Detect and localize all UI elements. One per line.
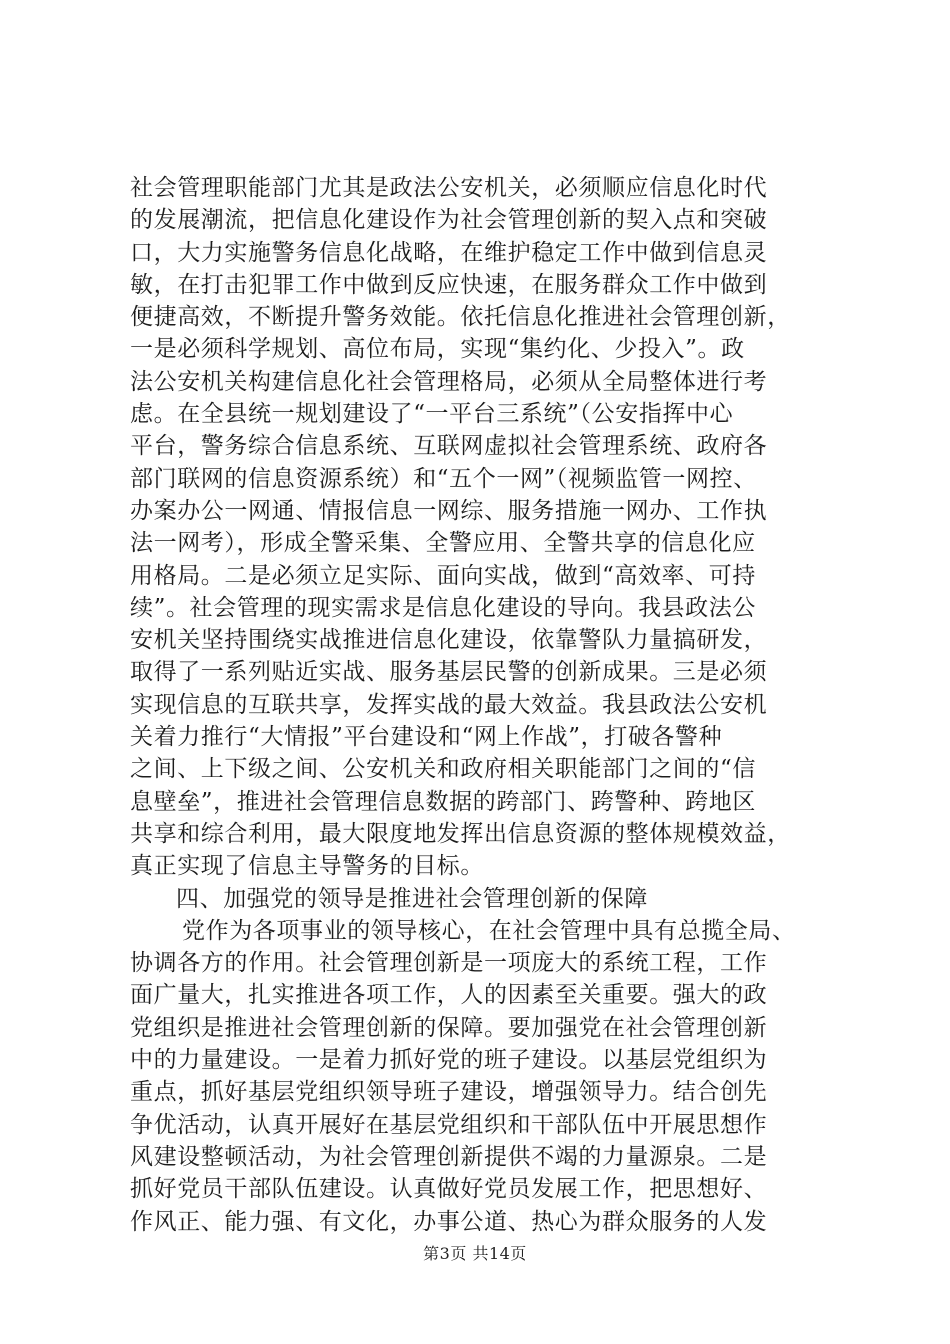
- text-line: 取得了一系列贴近实战、服务基层民警的创新成果。三是必须: [130, 659, 768, 686]
- text-line: 重点，抓好基层党组织领导班子建设，增强领导力。结合创先: [130, 1079, 768, 1106]
- text-line: 口，大力实施警务信息化战略，在维护稳定工作中做到信息灵: [130, 239, 768, 266]
- text-line: 作风正、能力强、有文化，办事公道、热心为群众服务的人发: [130, 1208, 768, 1235]
- text-line: 协调各方的作用。社会管理创新是一项庞大的系统工程，工作: [130, 950, 768, 977]
- text-line: 共享和综合利用，最大限度地发挥出信息资源的整体规模效益，: [130, 820, 791, 847]
- text-line: 之间、上下级之间、公安机关和政府相关职能部门之间的“信: [130, 756, 756, 783]
- page-number-footer: 第3页 共14页: [423, 1244, 527, 1263]
- text-line: 关着力推行“大情报”平台建设和“网上作战”，打破各警种: [130, 724, 723, 751]
- text-line: 平台，警务综合信息系统、互联网虚拟社会管理系统、政府各: [130, 433, 768, 460]
- text-line: 真正实现了信息主导警务的目标。: [130, 853, 484, 880]
- text-line: 争优活动，认真开展好在基层党组织和干部队伍中开展思想作: [130, 1111, 768, 1138]
- text-line: 虑。在全县统一规划建设了“一平台三系统”（公安指挥中心: [130, 401, 734, 428]
- text-line: 办案办公一网通、情报信息一网综、服务措施一网办、工作执: [130, 497, 768, 524]
- text-line: 党作为各项事业的领导核心，在社会管理中具有总揽全局、: [182, 917, 796, 944]
- body-text: [130, 172, 835, 1238]
- text-line: 便捷高效，不断提升警务效能。依托信息化推进社会管理创新，: [130, 304, 791, 331]
- text-line: 中的力量建设。一是着力抓好党的班子建设。以基层党组织为: [130, 1047, 768, 1074]
- text-line: 一是必须科学规划、高位布局，实现“集约化、少投入”。政: [130, 336, 745, 363]
- section-heading: 四、加强党的领导是推进社会管理创新的保障: [176, 885, 648, 912]
- text-line: 续”。社会管理的现实需求是信息化建设的导向。我县政法公: [130, 594, 756, 621]
- text-line: 敏，在打击犯罪工作中做到反应快速，在服务群众工作中做到: [130, 271, 768, 298]
- text-line: 实现信息的互联共享，发挥实战的最大效益。我县政法公安机: [130, 691, 768, 718]
- text-line: 息壁垒”，推进社会管理信息数据的跨部门、跨警种、跨地区: [130, 788, 756, 815]
- text-line: 用格局。二是必须立足实际、面向实战，做到“高效率、可持: [130, 562, 756, 589]
- text-line: 抓好党员干部队伍建设。认真做好党员发展工作，把思想好、: [130, 1176, 768, 1203]
- text-line: 部门联网的信息资源系统）和“五个一网”（视频监管一网控、: [130, 465, 757, 492]
- text-line: 党组织是推进社会管理创新的保障。要加强党在社会管理创新: [130, 1014, 768, 1041]
- text-line: 风建设整顿活动，为社会管理创新提供不竭的力量源泉。二是: [130, 1143, 768, 1170]
- text-line: 安机关坚持围绕实战推进信息化建设，依靠警队力量搞研发，: [130, 627, 768, 654]
- text-line: 面广量大，扎实推进各项工作，人的因素至关重要。强大的政: [130, 982, 768, 1009]
- text-line: 的发展潮流，把信息化建设作为社会管理创新的契入点和突破: [130, 207, 768, 234]
- text-line: 法一网考），形成全警采集、全警应用、全警共享的信息化应: [130, 530, 756, 557]
- text-line: 社会管理职能部门尤其是政法公安机关，必须顺应信息化时代: [130, 175, 768, 201]
- text-line: 法公安机关构建信息化社会管理格局，必须从全局整体进行考: [130, 368, 768, 395]
